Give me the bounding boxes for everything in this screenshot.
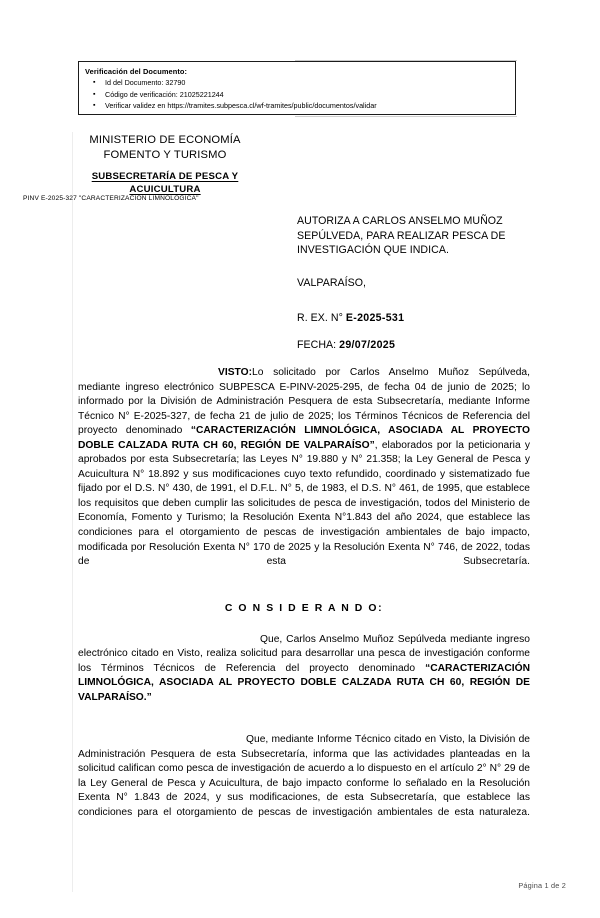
scan-artifact-line-bottom (295, 116, 517, 117)
visto-text-part-1: Lo solicitado por Carlos Anselmo Muñoz Sepúlveda, mediante ingreso electrónico SUBPESCA E-PINV-2025-295, de fecha 04 de junio de 2025; lo informado por la División de Administración Pesquera de esta Subsecretaría, mediante Informe Técnico N° E-2025-327, de fecha 21 de julio de 2025; los Términos Técnicos de Referencia del proyecto denominado (78, 367, 530, 437)
ministry-line-1: MINISTERIO DE ECONOMÍA (89, 134, 241, 146)
project-name-2: “CARACTERIZACIÓN LIMNOLÓGICA, ASOCIADA AL PROYECTO DOBLE CALZADA RUTA CH 60, REGIÓN DE VALPARAÍSO.” (78, 662, 530, 703)
considerando-2-text: Que, mediante Informe Técnico citado en Visto, la División de Administración Pesquera de esta Subsecretaría, informa que las actividades planteadas en la solicitud califican como pesca de investigación de acuerdo a lo dispuesto en el artículo 2° N° 29 de la Ley General de Pesca y Acuicultura, de bajo impacto conforme lo señalado en la Resolución Exenta N° 1.843 de 2024, y sus modificaciones, de esta Subsecretaría, que establece las condiciones para el otorgamiento de pescas de investigación ambientales de esta naturaleza. (78, 734, 530, 818)
verification-box (78, 61, 516, 115)
date-prefix: FECHA: (297, 339, 337, 351)
verification-item-code (93, 89, 515, 101)
verification-list (79, 77, 515, 112)
date-value: 29/07/2025 (339, 339, 396, 351)
paragraph-considerando-2 (78, 733, 530, 835)
visto-text-part-2: , elaborados por la peticionaria y aprobados por esta Subsecretaría; las Leyes N° 19.880 y N° 21.358; la Ley General de Pesca y Acuicultura N° 18.892 y sus modificaciones cuyo texto refundido, coordinado y sistematizado fue fijado por el D.S. N° 430, de 1991, el D.F.L. N° 5, de 1983, el D.S. N° 461, de 1995, que establece los requisitos que deben cumplir las solicitudes de pesca de investigación, todos del Ministerio de Economía, Fomento y Turismo; la Resolución Exenta N°1.843 del año 2024, que establece las condiciones para el otorgamiento de pescas de investigación ambientales de bajo impacto, modificada por Resolución Exenta N° 170 de 2025 y la Resolución Exenta N° 746, de 2022, todas de esta Subsecretaría. (78, 439, 531, 568)
paragraph-visto (78, 366, 530, 584)
bullet-icon: ▪ (93, 102, 96, 110)
considerando-1-text: Que, Carlos Anselmo Muñoz Sepúlveda mediante ingreso electrónico citado en Visto, realiza solicitud para desarrollar una pesca de investigación conforme los Términos Técnicos de Referencia del proyecto denominado (78, 633, 530, 674)
verification-item-text: Código de verificación: 21025221244 (105, 89, 224, 99)
ministry-line-2: FOMENTO Y TURISMO (103, 148, 227, 161)
verification-item-text: Verificar validez en https://tramites.subpesca.cl/wf-tramites/public/documentos/validar (105, 101, 377, 111)
subsecretaria-line-1: SUBSECRETARÍA DE PESCA Y (91, 171, 239, 183)
project-name-1: “CARACTERIZACIÓN LIMNOLÓGICA, ASOCIADA AL PROYECTO DOBLE CALZADA RUTA CH 60, REGIÓN DE VALPARAÍSO” (78, 425, 530, 451)
page-footer: Página 1 de 2 (518, 881, 566, 890)
letterhead (40, 133, 290, 196)
subsecretaria-block (40, 171, 290, 196)
verification-title: Verificación del Documento: (85, 67, 188, 76)
resolution-prefix: R. EX. N° (297, 312, 343, 324)
considerando-heading: C O N S I D E R A N D O: (224, 603, 384, 615)
resolution-number: E-2025-531 (345, 312, 405, 324)
verification-item-document-id (93, 77, 515, 89)
visto-label: VISTO: (218, 367, 253, 378)
paragraph-considerando-1 (78, 633, 530, 720)
file-reference: PINV E-2025-327 "CARACTERIZACIÓN LIMNOLÓGICA" (23, 195, 199, 202)
date-line (297, 339, 395, 351)
subject-text: AUTORIZA A CARLOS ANSELMO MUÑOZ SEPÚLVEDA, PARA REALIZAR PESCA DE INVESTIGACIÓN QUE INDICA. (297, 215, 506, 257)
verification-item-text: Id del Documento: 32790 (105, 78, 186, 87)
verification-item-url (93, 100, 515, 112)
document-body (78, 366, 530, 848)
bullet-icon: ▪ (93, 79, 96, 86)
resolution-number-line (297, 312, 404, 324)
bullet-icon: ▪ (93, 90, 96, 98)
subsecretaria-line-2: ACUICULTURA (129, 183, 201, 195)
city-line: VALPARAÍSO, (297, 277, 367, 289)
page-margin-rule (72, 132, 73, 892)
